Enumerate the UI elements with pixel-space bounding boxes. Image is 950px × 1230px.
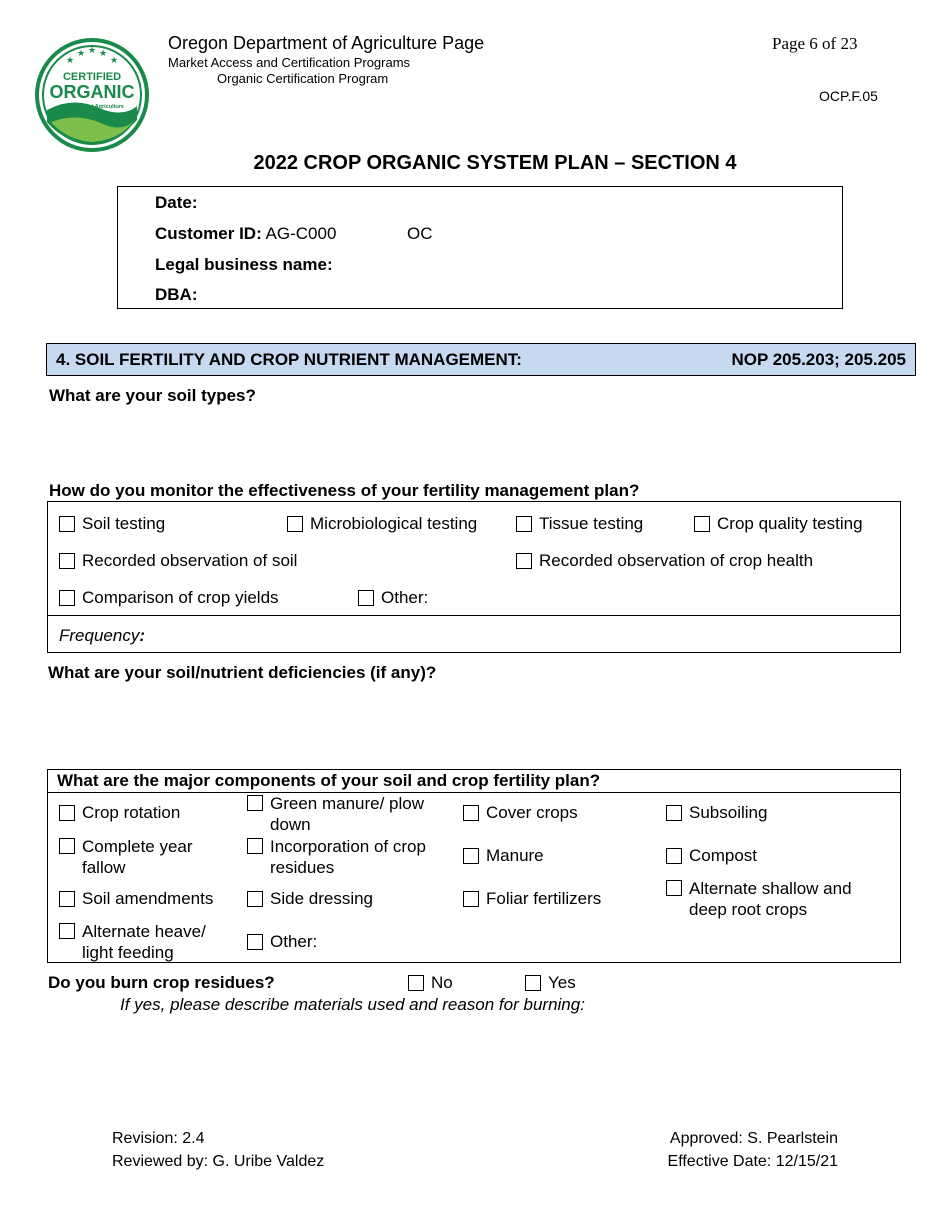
burn-no-option[interactable] xyxy=(408,973,453,993)
fallow-option[interactable] xyxy=(59,836,193,878)
svg-text:ORGANIC: ORGANIC xyxy=(49,82,135,102)
svg-text:★: ★ xyxy=(99,49,108,59)
components-header: What are the major components of your soil and crop fertility plan? xyxy=(57,771,601,790)
customer-id-label: Customer ID: xyxy=(155,224,262,243)
tissue-testing-checkbox[interactable] xyxy=(516,516,532,532)
reviewed-by-text: Reviewed by: G. Uribe Valdez xyxy=(112,1153,325,1170)
burn-yes-option[interactable] xyxy=(525,973,576,993)
comparison-yields-option[interactable] xyxy=(59,588,279,608)
incorporation-residues-checkbox[interactable] xyxy=(247,838,263,854)
program-name: Organic Certification Program xyxy=(217,71,389,86)
microbiological-testing-option[interactable] xyxy=(287,514,477,534)
agency-subtitle: Market Access and Certification Programs xyxy=(168,55,411,70)
svg-text:★: ★ xyxy=(110,56,119,66)
compost-option[interactable] xyxy=(666,846,757,866)
compost-label: Compost xyxy=(689,846,758,865)
page-number: Page 6 of 23 xyxy=(772,34,858,53)
burn-instructions: If yes, please describe materials used and reason for burning: xyxy=(120,995,585,1014)
manure-label: Manure xyxy=(486,846,544,865)
burn-yes-label: Yes xyxy=(548,973,576,992)
burn-yes-checkbox[interactable] xyxy=(525,975,541,991)
observation-soil-checkbox[interactable] xyxy=(59,553,75,569)
divider xyxy=(48,615,900,616)
form-code: OCP.F.05 xyxy=(819,88,878,104)
alternate-root-crops-checkbox[interactable] xyxy=(666,880,682,896)
microbiological-testing-label: Microbiological testing xyxy=(310,514,478,533)
applicant-info-box xyxy=(117,186,843,309)
comparison-yields-label: Comparison of crop yields xyxy=(82,588,279,607)
side-dressing-checkbox[interactable] xyxy=(247,891,263,907)
compost-checkbox[interactable] xyxy=(666,848,682,864)
burn-no-checkbox[interactable] xyxy=(408,975,424,991)
components-other-option[interactable] xyxy=(247,932,317,952)
svg-text:★: ★ xyxy=(88,46,97,56)
manure-option[interactable] xyxy=(463,846,544,866)
burn-no-label: No xyxy=(431,973,453,992)
soil-testing-label: Soil testing xyxy=(82,514,166,533)
date-row xyxy=(155,193,198,213)
frequency-field[interactable] xyxy=(59,626,145,646)
foliar-fertilizers-checkbox[interactable] xyxy=(463,891,479,907)
incorporation-residues-label: Incorporation of crop xyxy=(270,837,426,856)
incorporation-residues-label-line2: residues xyxy=(270,858,335,877)
dba-row xyxy=(155,285,198,305)
observation-crop-option[interactable] xyxy=(516,551,813,571)
foliar-fertilizers-option[interactable] xyxy=(463,889,601,909)
side-dressing-label: Side dressing xyxy=(270,889,374,908)
microbiological-testing-checkbox[interactable] xyxy=(287,516,303,532)
approved-by-text: Approved: S. Pearlstein xyxy=(669,1130,838,1147)
monitor-question: How do you monitor the effectiveness of your fertility management plan? xyxy=(49,481,640,500)
deficiencies-question: What are your soil/nutrient deficiencies (if any)? xyxy=(48,663,437,682)
certified-organic-logo xyxy=(33,36,151,154)
manure-checkbox[interactable] xyxy=(463,848,479,864)
monitoring-options-box xyxy=(47,501,901,653)
svg-text:★: ★ xyxy=(66,56,75,66)
crop-quality-testing-option[interactable] xyxy=(694,514,863,534)
effective-date-text: Effective Date: 12/15/21 xyxy=(667,1153,838,1170)
fallow-label: Complete year xyxy=(82,837,193,856)
monitor-other-checkbox[interactable] xyxy=(358,590,374,606)
svg-text:Oregon Dept Agriculture: Oregon Dept Agriculture xyxy=(60,104,124,110)
agency-title: Oregon Department of Agriculture Page xyxy=(168,33,485,53)
cover-crops-option[interactable] xyxy=(463,803,578,823)
components-other-checkbox[interactable] xyxy=(247,934,263,950)
observation-soil-label: Recorded observation of soil xyxy=(82,551,298,570)
alternate-feeding-label-line2: light feeding xyxy=(82,943,174,962)
fallow-label-line2: fallow xyxy=(82,858,126,877)
customer-id-value[interactable]: AG-C000 xyxy=(265,224,337,243)
crop-rotation-option[interactable] xyxy=(59,803,180,823)
soil-types-question: What are your soil types? xyxy=(49,386,256,405)
observation-soil-option[interactable] xyxy=(59,551,297,571)
crop-rotation-label: Crop rotation xyxy=(82,803,181,822)
green-manure-option[interactable] xyxy=(247,793,424,835)
alternate-feeding-checkbox[interactable] xyxy=(59,923,75,939)
comparison-yields-checkbox[interactable] xyxy=(59,590,75,606)
date-label: Date: xyxy=(155,193,198,212)
alternate-root-crops-option[interactable] xyxy=(666,878,852,920)
monitor-other-label: Other: xyxy=(381,588,429,607)
section-header xyxy=(46,343,916,376)
subsoiling-option[interactable] xyxy=(666,803,767,823)
cover-crops-checkbox[interactable] xyxy=(463,805,479,821)
crop-quality-testing-label: Crop quality testing xyxy=(717,514,863,533)
document-title: 2022 CROP ORGANIC SYSTEM PLAN – SECTION 4 xyxy=(253,152,737,174)
soil-amendments-label: Soil amendments xyxy=(82,889,214,908)
burn-residues-question: Do you burn crop residues? xyxy=(48,973,275,992)
frequency-colon: : xyxy=(139,626,145,645)
subsoiling-checkbox[interactable] xyxy=(666,805,682,821)
legal-name-row xyxy=(155,255,333,275)
alternate-feeding-option[interactable] xyxy=(59,921,206,963)
certified-organic-seal-icon xyxy=(33,36,151,154)
customer-id-suffix: OC xyxy=(407,224,433,243)
green-manure-label: Green manure/ plow xyxy=(270,794,425,813)
section-title: 4. SOIL FERTILITY AND CROP NUTRIENT MANAGEMENT: xyxy=(56,350,522,369)
revision-text: Revision: 2.4 xyxy=(112,1130,205,1147)
foliar-fertilizers-label: Foliar fertilizers xyxy=(486,889,602,908)
fertility-components-box xyxy=(47,769,901,963)
soil-testing-option[interactable] xyxy=(59,514,165,534)
observation-crop-checkbox[interactable] xyxy=(516,553,532,569)
side-dressing-option[interactable] xyxy=(247,889,373,909)
dba-label: DBA: xyxy=(155,285,198,304)
green-manure-label-line2: down xyxy=(270,815,311,834)
fallow-checkbox[interactable] xyxy=(59,838,75,854)
cover-crops-label: Cover crops xyxy=(486,803,578,822)
soil-amendments-checkbox[interactable] xyxy=(59,891,75,907)
alternate-root-crops-label-line2: deep root crops xyxy=(689,900,808,919)
soil-testing-checkbox[interactable] xyxy=(59,516,75,532)
legal-name-label: Legal business name: xyxy=(155,255,333,274)
tissue-testing-option[interactable] xyxy=(516,514,643,534)
alternate-root-crops-label: Alternate shallow and xyxy=(689,879,852,898)
frequency-label: Frequency xyxy=(59,626,140,645)
soil-amendments-option[interactable] xyxy=(59,889,213,909)
subsoiling-label: Subsoiling xyxy=(689,803,768,822)
monitor-other-option[interactable] xyxy=(358,588,428,608)
svg-text:CERTIFIED: CERTIFIED xyxy=(62,71,122,83)
green-manure-checkbox[interactable] xyxy=(247,795,263,811)
incorporation-residues-option[interactable] xyxy=(247,836,426,878)
divider xyxy=(48,792,900,793)
crop-rotation-checkbox[interactable] xyxy=(59,805,75,821)
svg-text:★: ★ xyxy=(77,49,86,59)
crop-quality-testing-checkbox[interactable] xyxy=(694,516,710,532)
components-other-label: Other: xyxy=(270,932,318,951)
tissue-testing-label: Tissue testing xyxy=(539,514,644,533)
customer-id-row xyxy=(155,224,433,244)
section-reference: NOP 205.203; 205.205 xyxy=(731,350,906,369)
observation-crop-label: Recorded observation of crop health xyxy=(539,551,814,570)
alternate-feeding-label: Alternate heave/ xyxy=(82,922,206,941)
